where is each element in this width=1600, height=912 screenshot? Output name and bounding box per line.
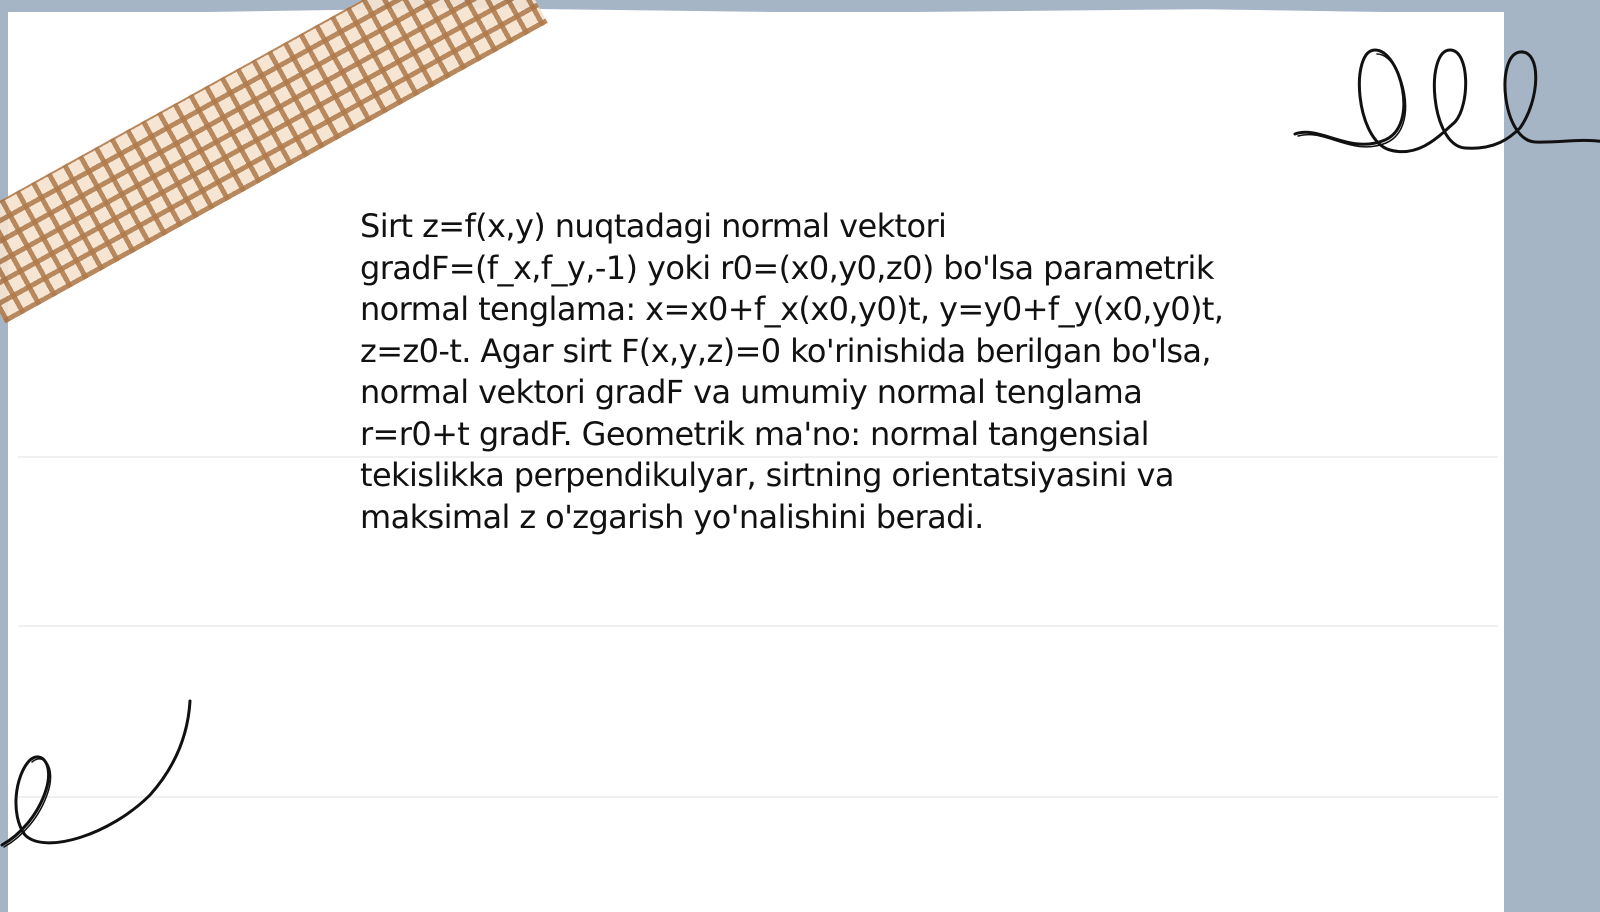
loop-scribble-top-right	[1280, 30, 1600, 170]
text-line: normal tenglama: x=x0+f_x(x0,y0)t, y=y0+f_y(x0,y0)t,	[360, 290, 1224, 328]
text-line: tekislikka perpendikulyar, sirtning orientatsiyasini va	[360, 456, 1174, 494]
text-line: z=z0-t. Agar sirt F(x,y,z)=0 ko'rinishida berilgan bo'lsa,	[360, 331, 1211, 370]
loop-scribble-bottom-left	[0, 695, 200, 855]
text-line: r=r0+t gradF. Geometrik ma'no: normal tangensial	[360, 414, 1149, 453]
paper-torn-edge	[8, 8, 1504, 20]
ruled-line	[18, 625, 1498, 627]
text-line: maksimal z o'zgarish yo'nalishini beradi.	[360, 497, 984, 536]
text-line: Sirt z=f(x,y) nuqtadagi normal vektori	[360, 207, 947, 245]
ruled-line	[18, 796, 1498, 798]
text-line: normal vektori gradF va umumiy normal tenglama	[360, 373, 1143, 411]
body-text	[360, 206, 1240, 538]
text-line: gradF=(f_x,f_y,-1) yoki r0=(x0,y0,z0) bo'lsa parametrik	[360, 248, 1214, 287]
